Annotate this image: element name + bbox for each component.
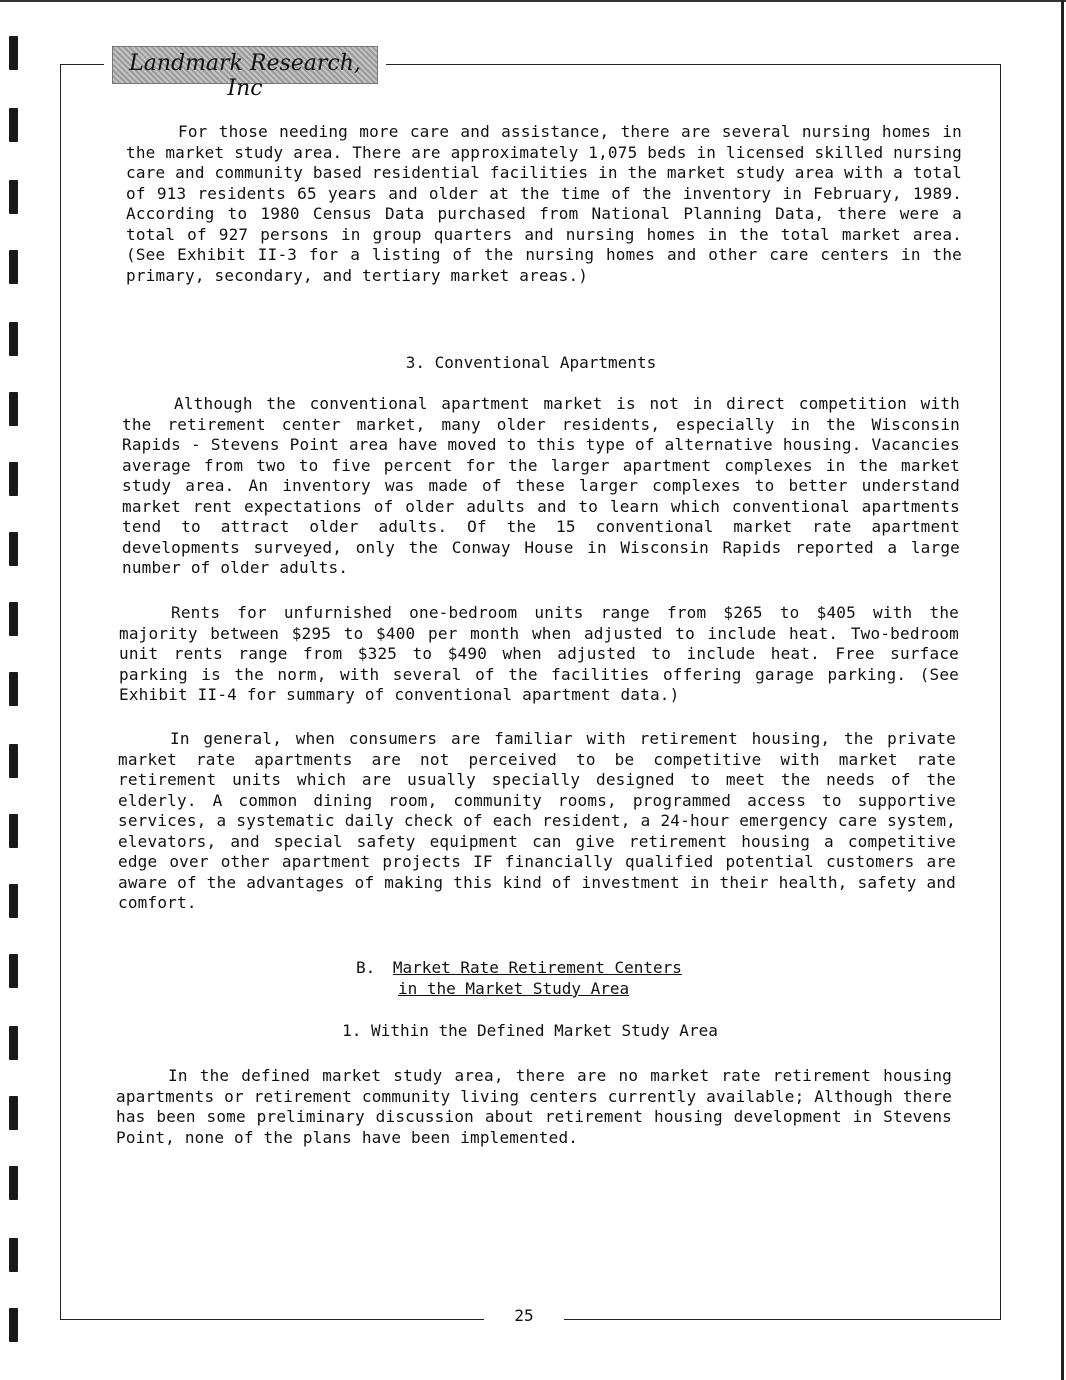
binding-hole: [9, 108, 18, 142]
company-logo-text: Landmark Research, Inc: [129, 51, 361, 101]
binding-hole: [9, 180, 18, 214]
binding-hole: [9, 1166, 18, 1200]
binding-hole: [9, 1238, 18, 1272]
paragraph-rents: Rents for unfurnished one-bedroom units range from $265 to $405 with the majority between $295 to $400 per month when adjusted to include heat. Two-bedroom unit rents range from $325 to $490 when adjusted to include heat. Free surface parking is the norm, with several of the facilities offering garage parking. (See Exhibit II-4 for summary of conventional apartment data.): [119, 603, 959, 704]
section-b-heading: [356, 958, 682, 978]
page-right-edge: [1061, 0, 1064, 1380]
binding-hole: [9, 322, 18, 356]
heading-conventional-apartments: 3. Conventional Apartments: [405, 353, 657, 372]
binding-hole: [9, 1026, 18, 1060]
binding-hole: [9, 744, 18, 778]
paragraph-general: In general, when consumers are familiar with retirement housing, the private market rate apartments are not perceived to be competitive with market rate retirement units which are usually specially designed to meet the needs of the elderly. A common dining room, community rooms, programmed access to supportive services, a systematic daily check of each resident, a 24-hour emergency care system, elevators, and special safety equipment can give retirement housing a competitive edge over other apartment projects IF financially qualified potential customers are aware of the advantages of making this kind of investment in their health, safety and comfort.: [118, 729, 956, 912]
binding-hole: [9, 1308, 18, 1342]
binding-hole: [9, 814, 18, 848]
page-top-edge: [0, 0, 1066, 2]
section-b-prefix: B.: [356, 958, 376, 977]
binding-hole: [9, 602, 18, 636]
paragraph-nursing-homes: For those needing more care and assistance, there are several nursing homes in the market study area. There are approximately 1,075 beds in licensed skilled nursing care and community based residential facilities in the market study area with a total of 913 residents 65 years and older at the time of the inventory in February, 1989. According to 1980 Census Data purchased from National Planning Data, there were a total of 927 persons in group quarters and nursing homes in the total market area. (See Exhibit II-3 for a listing of the nursing homes and other care centers in the primary, secondary, and tertiary market areas.): [126, 122, 962, 285]
heading-within-defined-area: 1. Within the Defined Market Study Area: [342, 1021, 718, 1040]
binding-hole: [9, 392, 18, 426]
binding-hole: [9, 532, 18, 566]
binding-hole: [9, 884, 18, 918]
section-b-title-line2: in the Market Study Area: [398, 979, 630, 998]
paragraph-defined-area: In the defined market study area, there are no market rate retirement housing apartments or retirement community living centers currently available; Although there has been some preliminary discussion about retirement housing development in Stevens Point, none of the plans have been implemented.: [116, 1066, 952, 1147]
section-b-title-line1: Market Rate Retirement Centers: [392, 958, 682, 977]
paragraph-conventional-apartments: Although the conventional apartment market is not in direct competition with the retirement center market, many older residents, especially in the Wisconsin Rapids - Stevens Point area have moved to this type of alternative housing. Vacancies average from two to five percent for the larger apartment complexes in the market study area. An inventory was made of these larger complexes to better understand market rent expectations of older adults and to learn which conventional apartments tend to attract older adults. Of the 15 conventional market rate apartment developments surveyed, only the Conway House in Wisconsin Rapids reported a large number of older adults.: [122, 394, 960, 577]
page-number: 25: [514, 1306, 534, 1325]
company-logo: [112, 46, 378, 101]
binding-hole: [9, 36, 18, 70]
binding-hole: [9, 954, 18, 988]
binding-hole: [9, 462, 18, 496]
binding-hole: [9, 1096, 18, 1130]
binding-hole: [9, 672, 18, 706]
binding-hole: [9, 250, 18, 284]
